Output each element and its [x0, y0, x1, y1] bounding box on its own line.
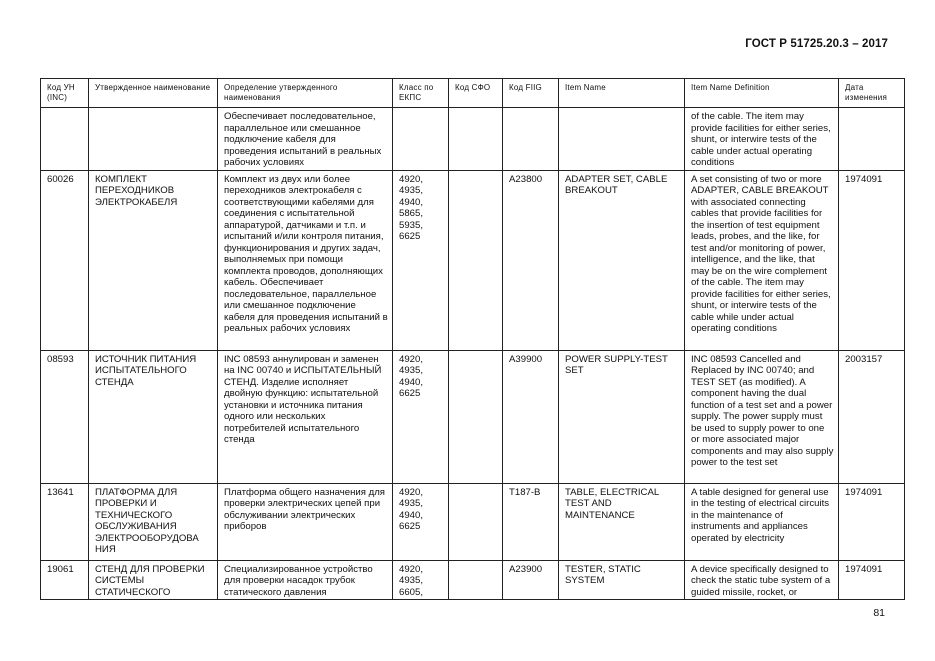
- cell-item-definition: A device specifically designed to check the static tube system of a guided missile, rocket, or: [685, 560, 839, 600]
- cell-fiig: A39900: [503, 350, 559, 483]
- cell-item-name: TESTER, STATIC SYSTEM: [559, 560, 685, 600]
- document-header: ГОСТ Р 51725.20.3 – 2017: [745, 38, 888, 50]
- cell-inc: 13641: [41, 483, 89, 560]
- cell-definition-ru: Комплект из двух или более переходников электрокабеля с соответствующими кабелями для соединения с испытательной аппаратурой, датчиками и т.п. и испытаний и/или контроля питания, функционирования и других задач, выполняемых при помощи комплекта проводов, дополняющих кабель. Обеспечивает последовательное, параллельное или смешанное подключение кабеля для проведения испытаний в реальных рабочих условиях: [218, 170, 393, 350]
- table-header-row: [41, 79, 905, 108]
- cell-item-definition: of the cable. The item may provide facilities for either series, shunt, or interwire tests of the cable under actual operating conditions: [685, 108, 839, 171]
- cell-sfo: [449, 483, 503, 560]
- cell-date: [839, 108, 905, 171]
- cell-sfo: [449, 560, 503, 600]
- cell-class: 4920, 4935, 6605,: [393, 560, 449, 600]
- cell-inc: 60026: [41, 170, 89, 350]
- cell-definition-ru: Специализированное устройство для проверки насадок трубок статического давления: [218, 560, 393, 600]
- cell-sfo: [449, 108, 503, 171]
- cell-name: СТЕНД ДЛЯ ПРОВЕРКИ СИСТЕМЫ СТАТИЧЕСКОГО: [89, 560, 218, 600]
- cell-item-definition: A table designed for general use in the testing of electrical circuits in the maintenance of instruments and appliances operated by electricity: [685, 483, 839, 560]
- cell-name: КОМПЛЕКТ ПЕРЕХОДНИКОВ ЭЛЕКТРОКАБЕЛЯ: [89, 170, 218, 350]
- cell-item-name: TABLE, ELECTRICAL TEST AND MAINTENANCE: [559, 483, 685, 560]
- cell-inc: [41, 108, 89, 171]
- cell-definition-ru: Обеспечивает последовательное, параллельное или смешанное подключение кабеля для проведения испытаний в реальных рабочих условиях: [218, 108, 393, 171]
- cell-name: ПЛАТФОРМА ДЛЯ ПРОВЕРКИ И ТЕХНИЧЕСКОГО ОБСЛУЖИВАНИЯ ЭЛЕКТРООБОРУДОВА НИЯ: [89, 483, 218, 560]
- cell-name: [89, 108, 218, 171]
- cell-date: 1974091: [839, 170, 905, 350]
- cell-item-definition: INC 08593 Cancelled and Replaced by INC 00740; and TEST SET (as modified). A component having the dual function of a test set and a power supply. The power supply must be used to supply power to one or more associated major components and may also supply power to the test set: [685, 350, 839, 483]
- column-header-sfo: Код СФО: [449, 79, 503, 108]
- cell-fiig: A23900: [503, 560, 559, 600]
- cell-item-definition: A set consisting of two or more ADAPTER, CABLE BREAKOUT with associated connecting cables that provide facilities for the insertion of test equipment leads, probes, and the like, for test and/or monitoring of power, intelligence, and the like, that may be on the wire complement of the cable. The item may provide facilities for either series, shunt, or interwire tests of the cable while under actual operating conditions: [685, 170, 839, 350]
- cell-class: 4920, 4935, 4940, 6625: [393, 350, 449, 483]
- table-row: [41, 170, 905, 350]
- cell-fiig: [503, 108, 559, 171]
- table-row: [41, 108, 905, 171]
- cell-class: [393, 108, 449, 171]
- table-row: [41, 483, 905, 560]
- cell-item-name: POWER SUPPLY-TEST SET: [559, 350, 685, 483]
- page-number: 81: [873, 607, 885, 619]
- cell-item-name: ADAPTER SET, CABLE BREAKOUT: [559, 170, 685, 350]
- cell-name: ИСТОЧНИК ПИТАНИЯ ИСПЫТАТЕЛЬНОГО СТЕНДА: [89, 350, 218, 483]
- catalog-table: [40, 78, 905, 600]
- table-row: [41, 560, 905, 600]
- table-row: [41, 350, 905, 483]
- cell-inc: 08593: [41, 350, 89, 483]
- cell-definition-ru: Платформа общего назначения для проверки электрических цепей при обслуживании электрических приборов: [218, 483, 393, 560]
- column-header-class: Класс по ЕКПС: [393, 79, 449, 108]
- column-header-inc: Код УН (INC): [41, 79, 89, 108]
- cell-fiig: A23800: [503, 170, 559, 350]
- cell-date: 1974091: [839, 483, 905, 560]
- column-header-date: Дата изменения: [839, 79, 905, 108]
- cell-sfo: [449, 350, 503, 483]
- cell-class: 4920, 4935, 4940, 5865, 5935, 6625: [393, 170, 449, 350]
- cell-date: 2003157: [839, 350, 905, 483]
- column-header-definition: Определение утвержденного наименования: [218, 79, 393, 108]
- column-header-item-name: Item Name: [559, 79, 685, 108]
- cell-definition-ru: INC 08593 аннулирован и заменен на INC 00740 и ИСПЫТАТЕЛЬНЫЙ СТЕНД. Изделие исполняет двойную функцию: испытательной установки и источника питания одного или нескольких потребителей испытательного стенда: [218, 350, 393, 483]
- cell-date: 1974091: [839, 560, 905, 600]
- cell-item-name: [559, 108, 685, 171]
- cell-inc: 19061: [41, 560, 89, 600]
- column-header-item-definition: Item Name Definition: [685, 79, 839, 108]
- cell-fiig: T187-B: [503, 483, 559, 560]
- column-header-fiig: Код FIIG: [503, 79, 559, 108]
- cell-sfo: [449, 170, 503, 350]
- cell-class: 4920, 4935, 4940, 6625: [393, 483, 449, 560]
- column-header-name: Утвержденное наименование: [89, 79, 218, 108]
